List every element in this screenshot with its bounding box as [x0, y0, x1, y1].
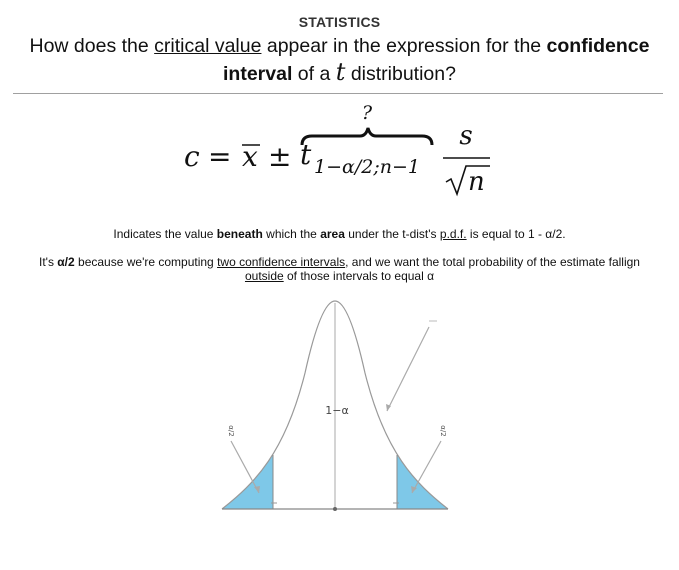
alpha-half-term: α/2 — [57, 255, 75, 269]
left-tail-label: α/2 — [227, 425, 235, 437]
note-text: under the t-dist's — [344, 227, 440, 241]
note-text: which the — [262, 227, 321, 241]
formula-equals: = — [208, 140, 232, 173]
deck-label: STATISTICS — [298, 14, 381, 30]
formula-plusminus: ± — [268, 140, 292, 173]
note-text: because we're computing — [74, 255, 218, 269]
left-tail-area — [222, 455, 273, 509]
right-tail-pointer — [412, 441, 441, 493]
formula-xbar: x — [242, 140, 258, 173]
beneath-term: beneath — [216, 227, 263, 241]
question-part: How does the — [29, 35, 155, 57]
formula-t: t — [300, 138, 312, 171]
left-tail-pointer — [231, 441, 259, 493]
critical-value-pointer — [387, 327, 429, 411]
confidence-interval-formula — [170, 98, 510, 208]
question-part: of a — [292, 63, 336, 85]
area-term: area — [320, 227, 345, 241]
right-tail-label: α/2 — [439, 425, 447, 437]
formula-lhs: c — [184, 140, 200, 173]
critical-value-link[interactable]: critical value — [154, 35, 262, 57]
formula-denominator: n — [468, 167, 485, 197]
center-tick — [333, 507, 337, 511]
explanation-area — [0, 227, 679, 241]
formula-subscript: 1−α/2;n−1 — [314, 156, 420, 178]
outside-link[interactable]: outside — [244, 269, 284, 283]
question-part: distribution? — [345, 63, 456, 85]
note-text: , and we want the total probability of the estimate fallign — [345, 255, 640, 269]
formula-numerator: s — [459, 121, 473, 151]
note-text: of those intervals to equal α — [283, 269, 435, 283]
center-area-label: 1−α — [325, 404, 349, 417]
brace-question-mark: ? — [361, 102, 373, 124]
divider — [13, 93, 663, 94]
two-confidence-intervals-link[interactable]: two confidence intervals — [217, 255, 346, 269]
confidence-interval-term: confidence interval — [223, 35, 650, 85]
note-text: is equal to 1 - α/2. — [466, 227, 566, 241]
pdf-link[interactable]: p.d.f. — [439, 227, 467, 241]
explanation-alpha-half — [30, 255, 649, 283]
note-text: It's — [39, 255, 58, 269]
t-distribution-plot — [215, 293, 455, 518]
note-text: Indicates the value — [113, 227, 217, 241]
overbrace — [302, 128, 432, 145]
right-tail-area — [397, 455, 448, 509]
question-text — [14, 33, 665, 87]
t-symbol: t — [335, 58, 346, 86]
question-part: appear in the expression for the — [261, 35, 547, 57]
